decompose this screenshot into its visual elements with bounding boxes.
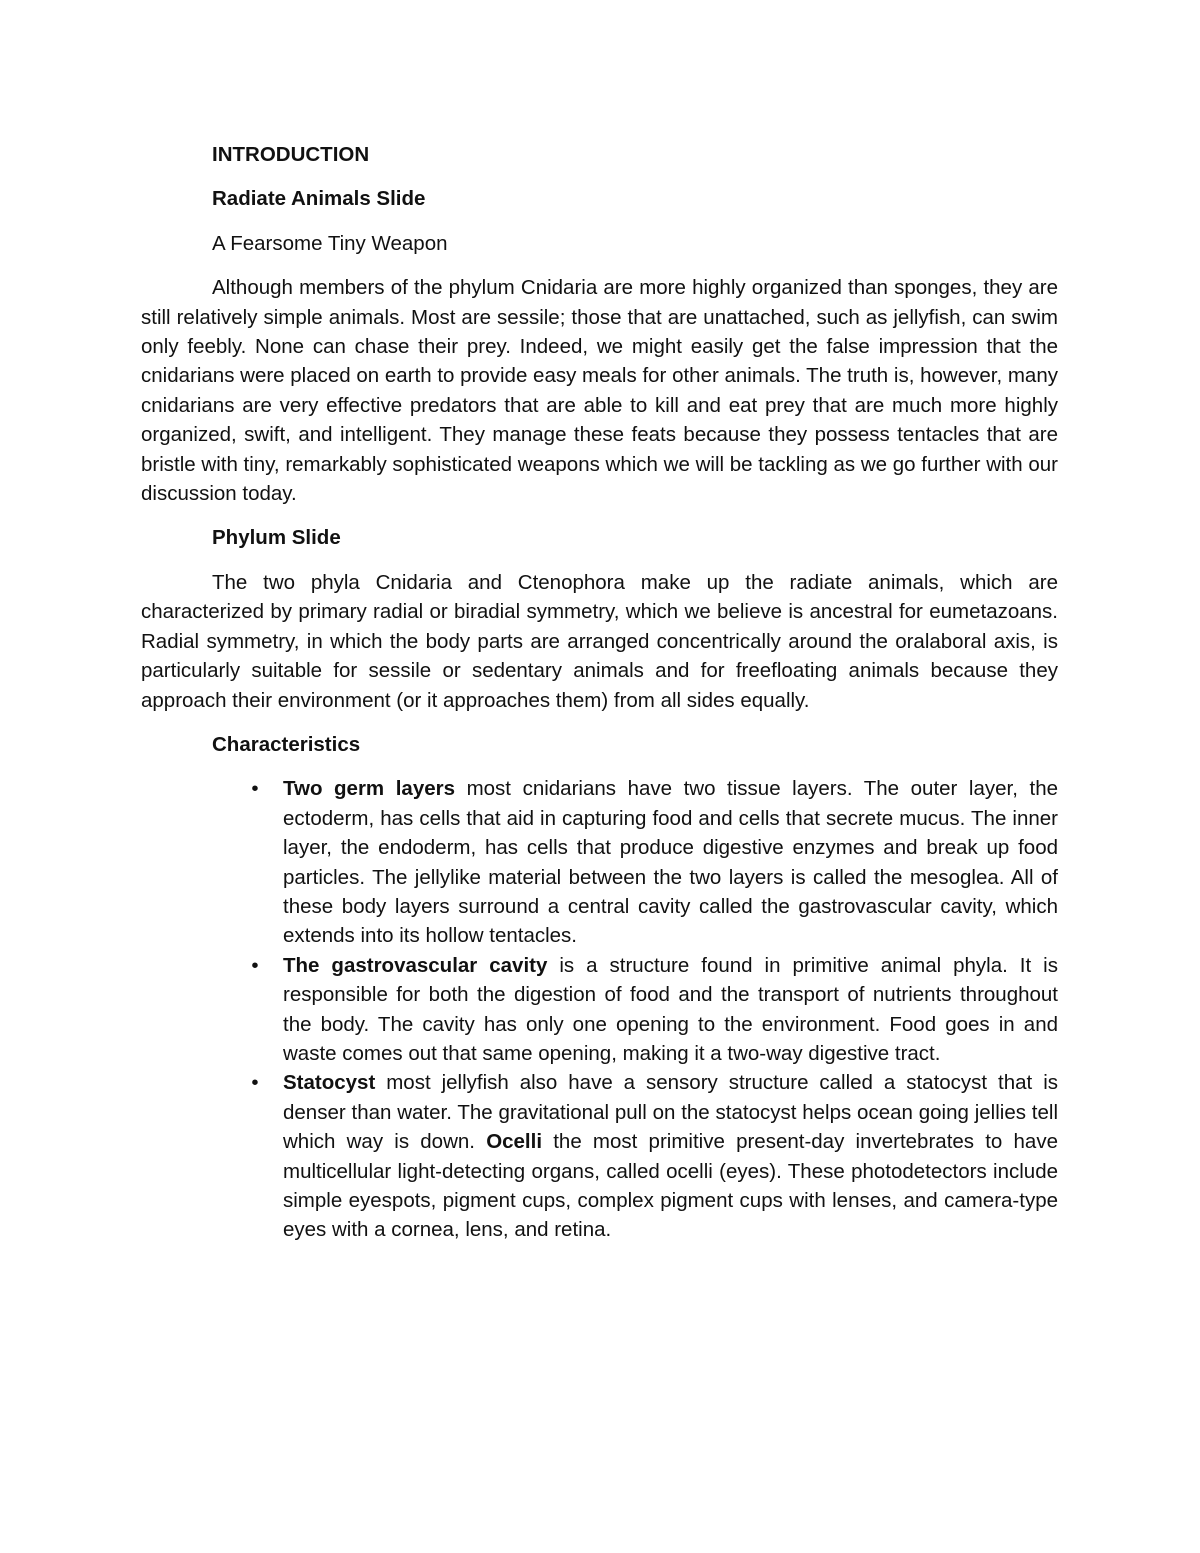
list-item bbox=[251, 1068, 1058, 1244]
list-item-term: Two germ layers bbox=[283, 777, 456, 801]
introduction-heading: INTRODUCTION bbox=[212, 143, 370, 166]
list-item-text: most cnidarians have two tissue layers. The outer layer, the ectoderm, has cells that aid in capturing food and cells that secrete mucus. The inner layer, the endoderm, has cells that produce digestive enzymes and break up food particles. The jellylike material between the two layers is called the mesoglea. All of these body layers surround a central cavity called the gastrovascular cavity, which extends into its hollow tentacles. bbox=[283, 777, 1058, 948]
list-item bbox=[251, 774, 1058, 950]
list-item bbox=[251, 951, 1058, 1069]
phylum-heading: Phylum Slide bbox=[212, 526, 341, 550]
list-item-term: Statocyst bbox=[283, 1071, 376, 1095]
bullet-icon: • bbox=[251, 953, 259, 977]
radiate-animals-heading: Radiate Animals Slide bbox=[212, 187, 426, 211]
list-item-text: most jellyfish also have a sensory structure called a statocyst that is denser than water. The gravitational pull on the statocyst helps ocean going jellies tell which way is down. bbox=[283, 1071, 1058, 1154]
characteristics-list bbox=[141, 774, 1058, 1245]
list-item-term-secondary: Ocelli bbox=[486, 1130, 543, 1154]
radiate-paragraph: Although members of the phylum Cnidaria are more highly organized than sponges, they are still relatively simple animals. Most are sessile; those that are unattached, such as jellyfish, can swim only feebly. None can chase their prey. Indeed, we might easily get the false impression that the cnidarians were placed on earth to provide easy meals for other animals. The truth is, however, many cnidarians are very effective predators that are able to kill and eat prey that are much more highly organized, swift, and intelligent. They manage these feats because they possess tentacles that are bristle with tiny, remarkably sophisticated weapons which we will be tackling as we go further with our discussion today. bbox=[141, 276, 1058, 506]
characteristics-heading: Characteristics bbox=[212, 732, 361, 756]
bullet-icon: • bbox=[251, 1071, 259, 1095]
document-page bbox=[141, 140, 1058, 1245]
list-item-term: The gastrovascular cavity bbox=[283, 953, 548, 977]
list-item-text: is a structure found in primitive animal phyla. It is responsible for both the digestion of food and the transport of nutrients throughout the body. The cavity has only one opening to the environment. Food goes in and waste comes out that same opening, making it a two-way digestive tract. bbox=[283, 953, 1058, 1065]
phylum-paragraph: The two phyla Cnidaria and Ctenophora make up the radiate animals, which are characterized by primary radial or biradial symmetry, which we believe is ancestral for eumetazoans. Radial symmetry, in which the body parts are arranged concentrically around the oralaboral axis, is particularly suitable for sessile or sedentary animals and for freefloating animals because they approach their environment (or it approaches them) from all sides equally. bbox=[141, 570, 1058, 712]
radiate-subtitle: A Fearsome Tiny Weapon bbox=[212, 231, 448, 255]
list-item-text-secondary: the most primitive present-day invertebrates to have multicellular light-detecting organs, called ocelli (eyes). These photodetectors include simple eyespots, pigment cups, complex pigment cups with lenses, and camera-type eyes with a cornea, lens, and retina. bbox=[283, 1130, 1058, 1242]
bullet-icon: • bbox=[251, 777, 259, 801]
